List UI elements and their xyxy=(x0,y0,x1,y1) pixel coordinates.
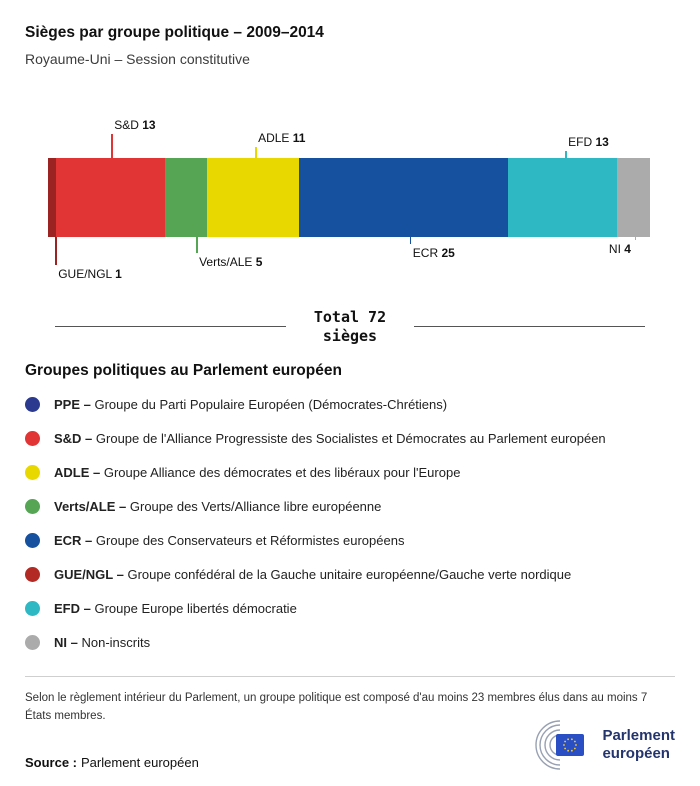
total-line2: sièges xyxy=(322,326,378,345)
legend-item-ecr xyxy=(25,524,675,558)
legend-list xyxy=(25,388,675,660)
leader-line-s-d xyxy=(111,134,113,158)
legend-item-efd xyxy=(25,592,675,626)
stacked-bar xyxy=(48,158,650,237)
legend-item-gue-ngl xyxy=(25,558,675,592)
footnote: Selon le règlement intérieur du Parlement, un groupe politique est composé d'au moins 23 membres élus dans au moins 7 États membres. xyxy=(25,676,675,727)
total-row xyxy=(55,308,645,346)
legend-item-verts-ale xyxy=(25,490,675,524)
ep-logo xyxy=(515,720,675,770)
total-line1: Total 72 xyxy=(313,308,387,326)
total-seats-label xyxy=(286,308,414,346)
legend-dot-verts-ale xyxy=(25,499,40,514)
legend-label-ppe: PPE – Groupe du Parti Populaire Européen (Démocrates-Chrétiens) xyxy=(54,397,448,412)
legend-label-ni: NI – Non-inscrits xyxy=(54,635,151,650)
bar-segment-verts-ale[interactable] xyxy=(165,158,207,237)
legend-label-adle: ADLE – Groupe Alliance des démocrates et des libéraux pour l'Europe xyxy=(54,465,461,480)
legend-dot-efd xyxy=(25,601,40,616)
footer-row xyxy=(25,720,675,770)
legend-heading: Groupes politiques au Parlement européen xyxy=(25,361,342,379)
logo-text-line2: européen xyxy=(602,745,670,762)
legend-dot-s-d xyxy=(25,431,40,446)
legend-label-ecr: ECR – Groupe des Conservateurs et Réformistes européens xyxy=(54,533,405,548)
legend-item-ppe xyxy=(25,388,675,422)
legend-dot-ecr xyxy=(25,533,40,548)
leader-line-ni xyxy=(635,237,637,240)
bar-segment-ecr[interactable] xyxy=(299,158,508,237)
legend-dot-ppe xyxy=(25,397,40,412)
bar-segment-s-d[interactable] xyxy=(56,158,165,237)
bar-label-ecr: ECR 25 xyxy=(412,246,455,260)
seats-chart xyxy=(48,113,650,298)
ep-logo-text xyxy=(602,727,675,763)
legend-label-efd: EFD – Groupe Europe libertés démocratie xyxy=(54,601,297,616)
bar-label-adle: ADLE 11 xyxy=(258,131,306,145)
total-divider-right xyxy=(414,326,645,327)
leader-line-adle xyxy=(255,147,257,158)
bar-segment-ni[interactable] xyxy=(617,158,650,237)
legend-item-s-d xyxy=(25,422,675,456)
logo-text-line1: Parlement xyxy=(602,727,675,744)
page-subtitle: Royaume-Uni – Session constitutive xyxy=(25,51,250,67)
leader-line-ecr xyxy=(410,237,412,244)
legend-label-s-d: S&D – Groupe de l'Alliance Progressiste des Socialistes et Démocrates au Parlement européen xyxy=(54,431,606,446)
bar-segment-gue-ngl[interactable] xyxy=(48,158,56,237)
bar-segment-efd[interactable] xyxy=(508,158,617,237)
bar-label-verts-ale: Verts/ALE 5 xyxy=(199,255,263,269)
legend-item-ni xyxy=(25,626,675,660)
leader-line-efd xyxy=(565,151,567,158)
legend-dot-gue-ngl xyxy=(25,567,40,582)
bar-label-ni: NI 4 xyxy=(608,242,631,256)
legend-label-gue-ngl: GUE/NGL – Groupe confédéral de la Gauche unitaire européenne/Gauche verte nordique xyxy=(54,567,572,582)
page-title: Sièges par groupe politique – 2009–2014 xyxy=(25,24,324,41)
ep-hemicycle-flag-icon xyxy=(515,720,593,770)
total-divider-left xyxy=(55,326,286,327)
bar-label-efd: EFD 13 xyxy=(568,135,609,149)
source-label: Source : xyxy=(25,755,78,770)
legend-item-adle xyxy=(25,456,675,490)
legend-label-verts-ale: Verts/ALE – Groupe des Verts/Alliance libre européenne xyxy=(54,499,382,514)
bar-segment-adle[interactable] xyxy=(207,158,299,237)
bar-label-s-d: S&D 13 xyxy=(114,118,156,132)
leader-line-gue-ngl xyxy=(55,237,57,265)
leader-line-verts-ale xyxy=(196,237,198,253)
legend-dot-ni xyxy=(25,635,40,650)
legend-dot-adle xyxy=(25,465,40,480)
bar-label-gue-ngl: GUE/NGL 1 xyxy=(58,267,122,281)
source xyxy=(25,755,199,770)
source-value: Parlement européen xyxy=(81,755,199,770)
